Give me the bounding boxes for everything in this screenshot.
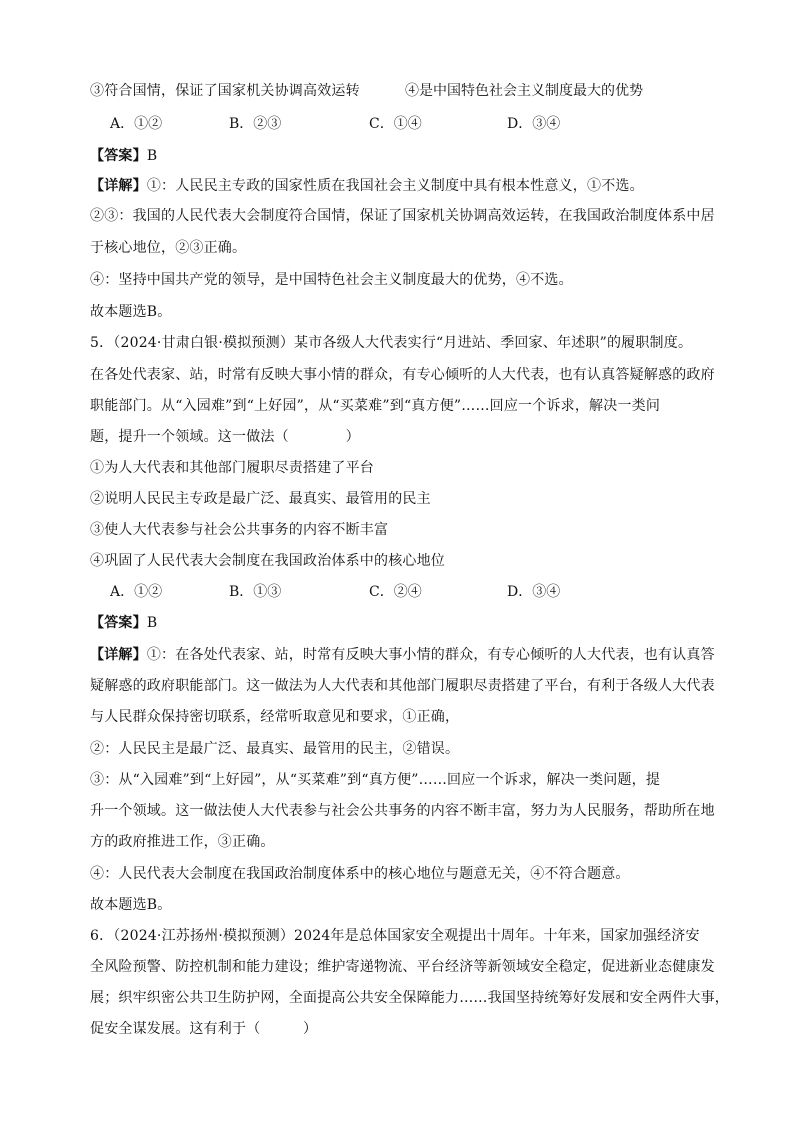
q4-detail-2a: ②③：我国的人民代表大会制度符合国情，保证了国家机关协调高效运转，在我国政治制度体系中居 xyxy=(90,208,715,224)
answer-value: B xyxy=(146,615,158,631)
q4-detail-2b: 于核心地位，②③正确。 xyxy=(90,240,247,256)
q6-stem-1: 6．（2024·江苏扬州·模拟预测）2024年是总体国家安全观提出十周年。十年来，国家加强经济安 xyxy=(90,928,700,944)
q5-option-d: D．③④ xyxy=(507,584,561,600)
q4-option-a: A．①② xyxy=(110,116,163,132)
q6-stem-2: 全风险预警、防控机制和能力建设；维护寄递物流、平台经济等新领域安全稳定，促进新业态健康发 xyxy=(90,959,715,975)
q4-item-3: ③符合国情，保证了国家机关协调高效运转 xyxy=(90,83,360,99)
q5-detail-3a: ③：从“入园难”到“上好园”，从“买菜难”到“真方便”……回应一个诉求，解决一类问题，提 xyxy=(90,772,661,788)
q5-detail-1a: 【详解】①：在各处代表家、站，时常有反映大事小情的群众，有专心倾听的人大代表，也有认真答 xyxy=(90,647,715,663)
q5-stem-2: 在各处代表家、站，时常有反映大事小情的群众，有专心倾听的人大代表，也有认真答疑解惑的政府 xyxy=(90,367,715,383)
q5-stem-4: 题，提升一个领域。这一做法（ ） xyxy=(90,429,360,445)
q5-choice-2: ②说明人民民主专政是最广泛、最真实、最管用的民主 xyxy=(90,491,431,507)
q4-item-4: ④是中国特色社会主义制度最大的优势 xyxy=(405,83,643,99)
q5-detail-3c: 方的政府推进工作，③正确。 xyxy=(90,834,275,850)
q5-detail-2: ②：人民民主是最广泛、最真实、最管用的民主，②错误。 xyxy=(90,741,460,757)
q5-option-a: A．①② xyxy=(110,584,163,600)
q5-detail-1c: 与人民群众保持密切联系，经常听取意见和要求，①正确， xyxy=(90,709,460,725)
q5-answer xyxy=(90,613,710,633)
detail-label: 【详解】 xyxy=(90,178,147,194)
answer-label: 【答案】 xyxy=(90,148,147,164)
q5-detail-3b: 升一个领域。这一做法使人大代表参与社会公共事务的内容不断丰富，努力为人民服务，帮助所在地 xyxy=(90,803,715,819)
q5-choice-1: ①为人大代表和其他部门履职尽责搭建了平台 xyxy=(90,460,374,476)
q5-option-b: B．①③ xyxy=(229,584,282,600)
answer-label: 【答案】 xyxy=(90,615,147,631)
answer-value: B xyxy=(146,148,158,164)
q4-answer xyxy=(90,146,710,166)
q5-conclusion: 故本题选B。 xyxy=(90,897,172,913)
q5-choice-3: ③使人大代表参与社会公共事务的内容不断丰富 xyxy=(90,522,389,538)
q6-stem-3: 展；织牢织密公共卫生防护网，全面提高公共安全保障能力……我国坚持统筹好发展和安全两件大事， xyxy=(90,990,729,1006)
q6-stem-4: 促安全谋发展。这有利于（ ） xyxy=(90,1021,318,1037)
q4-detail-1: 【详解】①：人民民主专政的国家性质在我国社会主义制度中具有根本性意义，①不选。 xyxy=(90,178,644,194)
q5-stem-1: 5．（2024·甘肃白银·模拟预测）某市各级人大代表实行“月进站、季回家、年述职”的履职制度。 xyxy=(90,335,693,351)
q5-detail-4: ④：人民代表大会制度在我国政治制度体系中的核心地位与题意无关，④不符合题意。 xyxy=(90,866,630,882)
q4-detail-3: ④：坚持中国共产党的领导，是中国特色社会主义制度最大的优势，④不选。 xyxy=(90,272,573,288)
detail-label: 【详解】 xyxy=(90,647,147,663)
q5-stem-3: 职能部门。从“入园难”到“上好园”，从“买菜难”到“真方便”……回应一个诉求，解决一类问 xyxy=(90,398,661,414)
q5-option-c: C．②④ xyxy=(369,584,422,600)
q4-conclusion: 故本题选B。 xyxy=(90,304,172,320)
q5-detail-1b: 疑解惑的政府职能部门。这一做法为人大代表和其他部门履职尽责搭建了平台，有利于各级人大代表 xyxy=(90,678,715,694)
q5-choice-4: ④巩固了人民代表大会制度在我国政治体系中的核心地位 xyxy=(90,553,445,569)
q4-option-d: D．③④ xyxy=(507,116,561,132)
q4-option-c: C．①④ xyxy=(369,116,422,132)
q4-option-b: B．②③ xyxy=(229,116,282,132)
